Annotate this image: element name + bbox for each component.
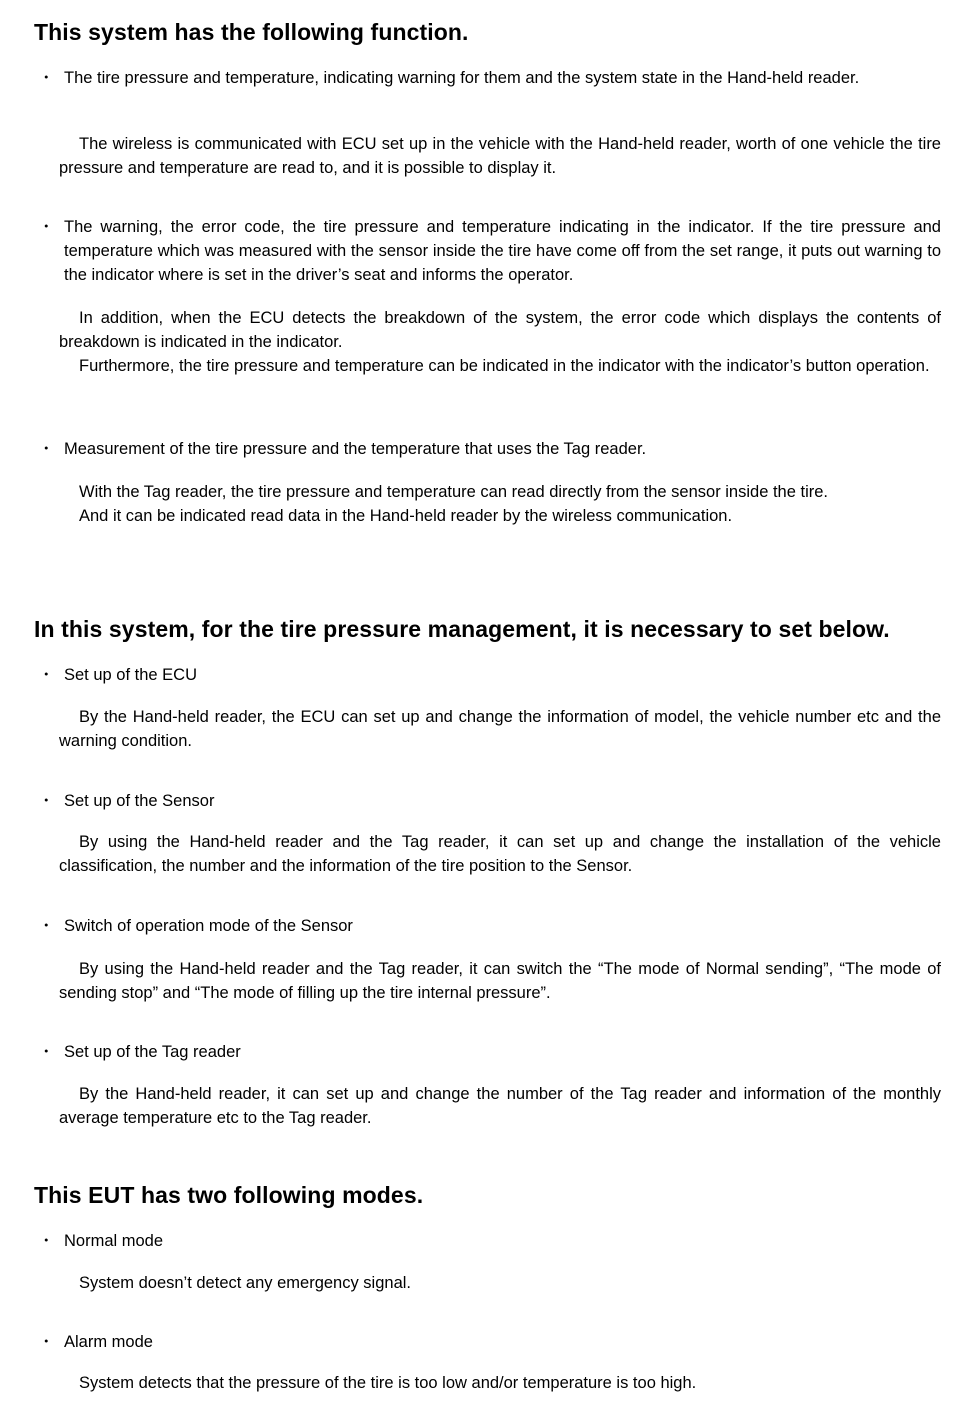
paragraph-text: By using the Hand-held reader and the Tag reader, it can set up and change the installation of the vehicle classification, the number and the information of the tire position to the Sensor. — [59, 833, 941, 875]
bullet-dot-icon: ・ — [38, 666, 55, 684]
paragraph-text: And it can be indicated read data in the Hand-held reader by the wireless communication. — [79, 507, 733, 525]
bullet-text: Alarm mode — [64, 1333, 153, 1351]
paragraph-text: In addition, when the ECU detects the breakdown of the system, the error code which displays the contents of breakdown is indicated in the indicator. — [59, 309, 941, 351]
paragraph-text: With the Tag reader, the tire pressure and temperature can read directly from the sensor inside the tire. — [79, 483, 828, 501]
paragraph-text: The wireless is communicated with ECU set up in the vehicle with the Hand-held reader, worth of one vehicle the tire pressure and temperature are read to, and it is possible to display it. — [59, 135, 941, 177]
bullet-dot-icon: ・ — [38, 917, 55, 935]
bullet-item — [38, 789, 941, 813]
bullet-text: Set up of the Sensor — [64, 792, 215, 810]
bullet-item — [38, 66, 941, 90]
bullet-item — [38, 437, 941, 461]
bullet-dot-icon: ・ — [38, 792, 55, 810]
body-paragraph — [59, 132, 941, 180]
bullet-dot-icon: ・ — [38, 1232, 55, 1250]
bullet-dot-icon: ・ — [38, 1043, 55, 1061]
bullet-dot-icon: ・ — [38, 440, 55, 458]
bullet-dot-icon: ・ — [38, 218, 55, 236]
body-paragraph — [59, 705, 941, 753]
bullet-text: Normal mode — [64, 1232, 164, 1250]
body-paragraph — [59, 480, 941, 528]
paragraph-text: Furthermore, the tire pressure and temperature can be indicated in the indicator with the indicator’s button operation. — [79, 357, 930, 375]
body-paragraph — [59, 830, 941, 878]
bullet-text: Set up of the Tag reader — [64, 1043, 241, 1061]
body-paragraph — [59, 306, 941, 378]
paragraph-text: By the Hand-held reader, the ECU can set up and change the information of model, the vehicle number etc and the warning condition. — [59, 708, 941, 750]
bullet-item — [38, 914, 941, 938]
section-heading-functions: This system has the following function. — [34, 19, 469, 45]
bullet-item — [38, 663, 941, 687]
paragraph-text: By using the Hand-held reader and the Tag reader, it can switch the “The mode of Normal sending”, “The mode of sending stop” and “The mode of filling up the tire internal pressure”. — [59, 960, 941, 1002]
paragraph-text: System doesn’t detect any emergency signal. — [79, 1274, 412, 1292]
body-paragraph — [59, 1082, 941, 1130]
bullet-item — [38, 1040, 941, 1064]
body-paragraph — [59, 1271, 941, 1295]
bullet-item — [38, 1330, 941, 1354]
body-paragraph — [59, 957, 941, 1005]
bullet-text: Set up of the ECU — [64, 666, 197, 684]
bullet-text: The warning, the error code, the tire pressure and temperature indicating in the indicator. If the tire pressure and temperature which was measured with the sensor inside the tire have come off from the set range, it puts out warning to the indicator where is set in the driver’s seat and informs the operator. — [64, 218, 941, 284]
bullet-text: The tire pressure and temperature, indicating warning for them and the system state in the Hand-held reader. — [64, 69, 860, 87]
section-heading-settings: In this system, for the tire pressure management, it is necessary to set below. — [34, 616, 890, 642]
bullet-item — [38, 1229, 941, 1253]
paragraph-text: System detects that the pressure of the tire is too low and/or temperature is too high. — [79, 1374, 697, 1392]
section-heading-modes: This EUT has two following modes. — [34, 1182, 424, 1208]
bullet-text: Switch of operation mode of the Sensor — [64, 917, 353, 935]
bullet-dot-icon: ・ — [38, 1333, 55, 1351]
paragraph-text: By the Hand-held reader, it can set up and change the number of the Tag reader and information of the monthly average temperature etc to the Tag reader. — [59, 1085, 941, 1127]
bullet-text: Measurement of the tire pressure and the temperature that uses the Tag reader. — [64, 440, 647, 458]
bullet-dot-icon: ・ — [38, 69, 55, 87]
body-paragraph — [59, 1371, 941, 1395]
bullet-item — [38, 215, 941, 287]
